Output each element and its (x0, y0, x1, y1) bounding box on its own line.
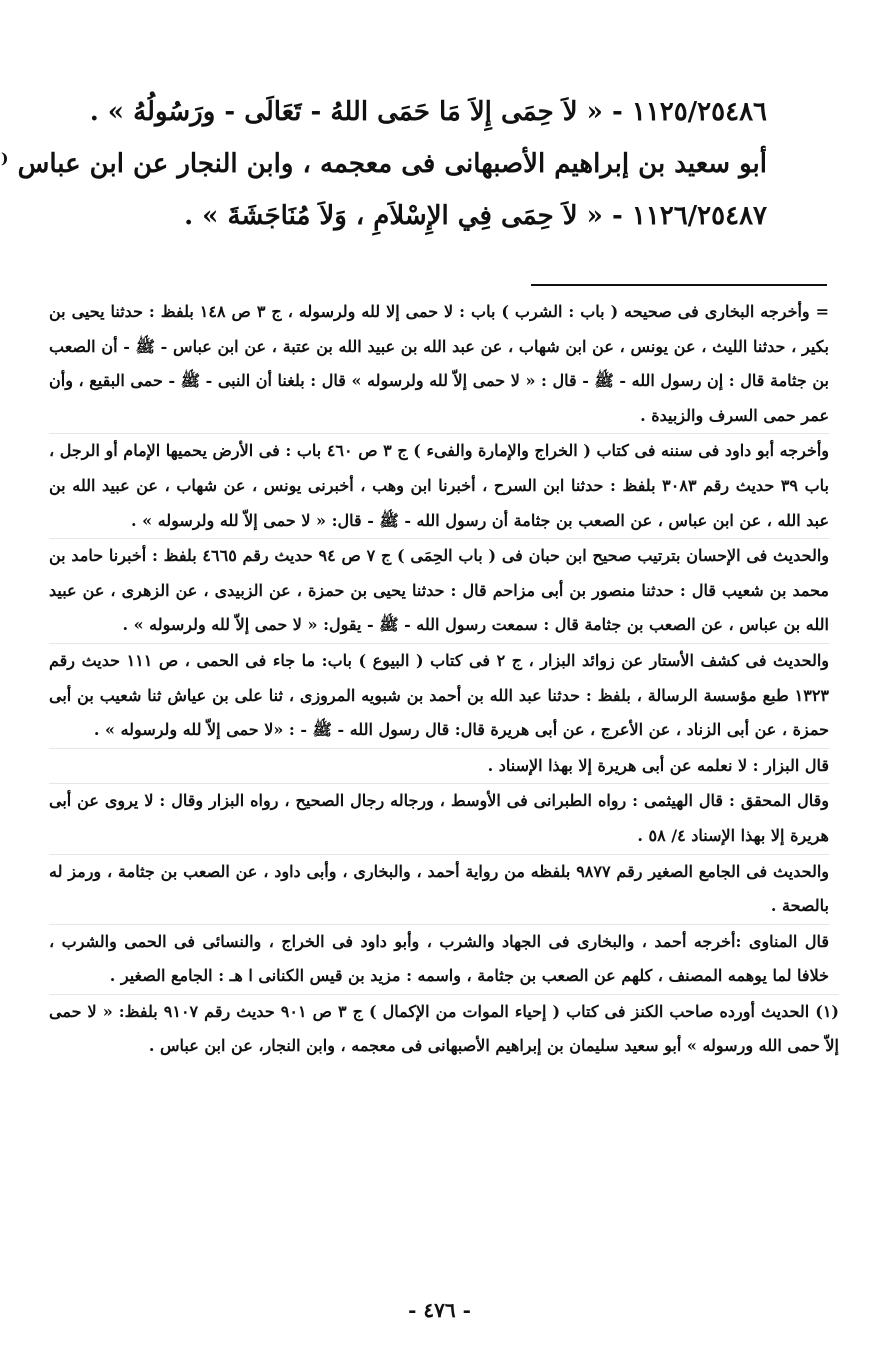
footnotes-block (49, 295, 839, 1064)
hadith-1126: ١١٢٦/٢٥٤٨٧ - « لاَ حِمَى فِي الإِسْلاَمِ ، وَلاَ مُنَاجَشَةَ » . (184, 201, 767, 231)
footnote-1: (١) الحديث أورده صاحب الكنز فى كتاب ( إحياء الموات من الإكمال ) ج ٣ ص ٩٠١ حديث رقم ٩١٠٧ بلفظ: « لا حمى إلاّ حمى الله ورسوله » أبو سعيد سليمان بن إبراهيم الأصبهانى فى معجمه ، وابن النجار، عن ابن عباس . (49, 994, 839, 1064)
footnote-abu-dawud: وأخرجه أبو داود فى سننه فى كتاب ( الخراج والإمارة والفىء ) ج ٣ ص ٤٦٠ باب : فى الأرض يحميها الإمام أو الرجل ، باب ٣٩ حديث رقم ٣٠٨٣ بلفظ : حدثنا ابن السرح ، أخبرنا ابن وهب ، أخبرنى يونس ، عن شهاب ، عن عبيد الله بن عبد الله ، عن ابن عباس ، عن الصعب بن جثامة أن رسول الله - ﷺ - قال: « لا حمى إلاّ لله ولرسوله » . (49, 433, 829, 538)
page-number: - ٤٧٦ - (408, 1298, 471, 1322)
footnote-munawi: قال المناوى :أخرجه أحمد ، والبخارى فى الجهاد والشرب ، وأبو داود فى الخراج ، والنسائى فى الحمى والشرب ، خلافا لما يوهمه المصنف ، كلهم عن الصعب بن جثامة ، واسمه : مزيد بن قيس الكنانى ا هـ : الجامع الصغير . (49, 924, 829, 994)
hadith-1125-source: أبو سعيد بن إبراهيم الأصبهانى فى معجمه ، وابن النجار عن ابن عباس ⁽ (0, 149, 767, 179)
footnote-ibn-hibban: والحديث فى الإحسان بترتيب صحيح ابن حبان فى ( باب الحِمَى ) ج ٧ ص ٩٤ حديث رقم ٤٦٦٥ بلفظ : أخبرنا حامد بن محمد بن شعيب قال : حدثنا منصور بن أبى مزاحم قال : حدثنا يحيى بن حمزة ، عن الزبيدى ، عن الزهرى ، عن عبيد الله بن عباس ، عن الصعب بن جثامة قال : سمعت رسول الله - ﷺ - يقول: « لا حمى إلاّ لله ولرسوله » . (49, 538, 829, 643)
footnote-kashf-al-astar: والحديث فى كشف الأستار عن زوائد البزار ، ج ٢ فى كتاب ( البيوع ) باب: ما جاء فى الحمى ، ص ١١١ حديث رقم ١٣٢٣ طبع مؤسسة الرسالة ، بلفظ : حدثنا عبد الله بن أحمد بن شبويه المروزى ، ثنا على بن عياش ثنا شعيب بن أبى حمزة ، عن أبى الزناد ، عن الأعرج ، عن أبى هريرة قال: قال رسول الله - ﷺ - : «لا حمى إلاّ لله ولرسوله » . (49, 643, 829, 748)
footnote-haythami: وقال المحقق : قال الهيثمى : رواه الطبرانى فى الأوسط ، ورجاله رجال الصحيح ، رواه البزار وقال : لا يروى عن أبى هريرة إلا بهذا الإسناد ٤/ ٥٨ . (49, 783, 829, 853)
footnote-divider (531, 284, 827, 286)
hadith-1125: ١١٢٥/٢٥٤٨٦ - « لاَ حِمَى إِلاَ مَا حَمَى اللهُ - تَعَالَى - ورَسُولُهُ » . (89, 97, 767, 127)
footnote-jami-saghir: والحديث فى الجامع الصغير رقم ٩٨٧٧ بلفظه من رواية أحمد ، والبخارى ، وأبى داود ، عن الصعب بن جثامة ، ورمز له بالصحة . (49, 854, 829, 924)
footnote-bukhari: = وأخرجه البخارى فى صحيحه ( باب : الشرب ) باب : لا حمى إلا لله ولرسوله ، ج ٣ ص ١٤٨ بلفظ : حدثنا يحيى بن بكير ، حدثنا الليث ، عن يونس ، عن ابن شهاب ، عن عبد الله بن عبيد الله بن عتبة ، عن ابن عباس - ﷺ - أن الصعب بن جثامة قال : إن رسول الله - ﷺ - قال : « لا حمى إلاّ لله ولرسوله » قال : بلغنا أن النبى - ﷺ - حمى البقيع ، وأن عمر حمى السرف والزبيدة . (49, 302, 830, 425)
footnote-bazzar-remark: قال البزار : لا نعلمه عن أبى هريرة إلا بهذا الإسناد . (49, 748, 829, 784)
hadith-text-block (0, 86, 767, 242)
